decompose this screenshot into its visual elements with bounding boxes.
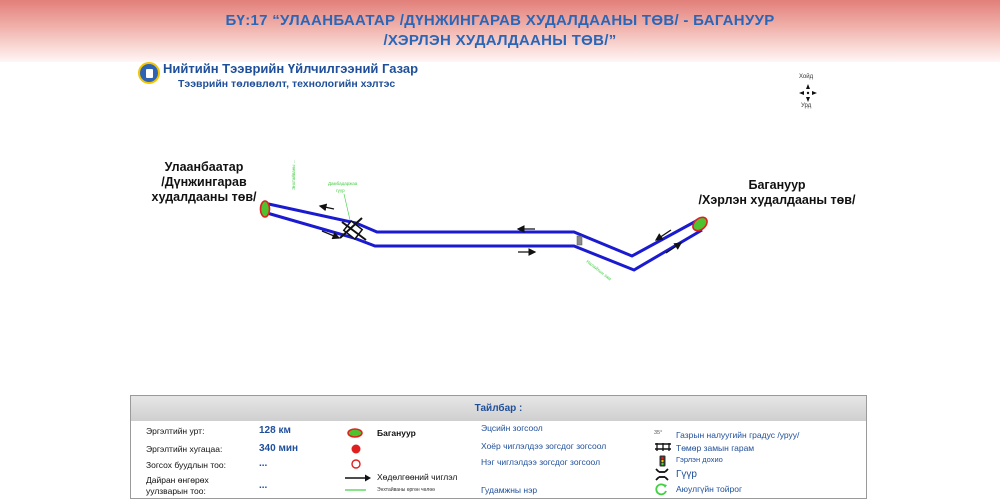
stop-count-label: Зогсох буудлын тоо:: [146, 460, 226, 470]
street-label: Энхтайваны ...: [291, 159, 296, 190]
street-line-label: Энхтайваны өргөн чөлөө: [377, 487, 435, 493]
route-title-line2: /ХЭРЛЭН ХУДАЛДААНЫ ТӨВ/”: [383, 32, 617, 49]
two-way-stop-icon: [350, 443, 362, 455]
rail-crossing-label: Төмөр замын гарам: [676, 443, 755, 453]
bridge-label: Гүүр: [676, 469, 697, 480]
direction-arrow-icon: [320, 206, 334, 209]
start-label-line1: Улаанбаатар: [164, 160, 244, 174]
end-label-line1: Багануур: [748, 178, 806, 192]
traffic-light-icon: [659, 455, 666, 467]
street-line-icon: [344, 488, 368, 492]
bridge-icon: [655, 468, 669, 481]
end-terminal-marker[interactable]: [690, 215, 709, 234]
roundabout-icon: [654, 482, 668, 496]
terminal-stop-label: Эцсийн зогсоол: [481, 423, 543, 433]
grade-label: Газрын налуугийн градус /уруу/: [676, 430, 800, 440]
start-label-line2: /Дүнжингарав: [161, 175, 247, 189]
route-duration-value: 340 мин: [259, 443, 299, 454]
two-way-stop-label: Хоёр чиглэлдээ зогсдог зогсоол: [481, 441, 607, 451]
start-terminal-marker[interactable]: [261, 201, 270, 217]
intersections-value: ...: [259, 480, 268, 491]
street-name-label: Гудамжны нэр: [481, 485, 538, 495]
street-label: гүүр: [336, 188, 345, 193]
street-label: Дамбадаржаа: [328, 181, 358, 186]
department-name: Тээврийн төлөвлөлт, технологийн хэлтэс: [178, 78, 396, 90]
route-duration-label: Эргэлтийн хугацаа:: [146, 444, 223, 454]
terminal-symbol-label: Багануур: [377, 428, 416, 438]
street-label: Налайхын зам: [585, 258, 613, 282]
route-path: [264, 203, 702, 270]
terminal-symbol-icon: [346, 428, 364, 438]
one-way-stop-icon: [350, 458, 362, 470]
compass-north-label: Хойд: [799, 74, 814, 80]
route-title-line1: БҮ:17 “УЛААНБААТАР /ДҮНЖИНГАРАВ ХУДАЛДААНЫ ТӨВ/ - БАГАНУУР: [225, 12, 775, 29]
traffic-light-label: Гэрлэн дохио: [676, 455, 723, 464]
agency-name: Нийтийн Тээврийн Үйлчилгээний Газар: [163, 61, 419, 76]
rail-crossing-icon: [654, 442, 672, 452]
intersections-label-line2: уулзварын тоо:: [146, 486, 206, 496]
roundabout-label: Аюулгүйн тойрог: [676, 484, 743, 494]
end-label-line2: /Хэрлэн худалдааны төв/: [698, 193, 856, 207]
direction-arrow-icon: [666, 243, 681, 253]
map-legend: [130, 395, 867, 499]
start-label-line3: худалдааны төв/: [151, 190, 257, 204]
direction-label: Хөдөлгөөний чиглэл: [377, 472, 458, 482]
one-way-stop-label: Нэг чиглэлдээ зогсдог зогсоол: [481, 457, 601, 467]
compass-south-label: Урд: [801, 103, 812, 109]
route-length-label: Эргэлтийн урт:: [146, 426, 205, 436]
intersections-label-line1: Дайран өнгөрөх: [146, 475, 209, 485]
legend-heading: Тайлбар :: [131, 396, 866, 421]
stop-count-value: ...: [259, 458, 268, 469]
route-length-value: 128 км: [259, 425, 291, 436]
traffic-light-icon: [577, 236, 582, 245]
direction-arrow-icon: [344, 474, 372, 482]
grade-icon: 35°: [654, 430, 663, 436]
